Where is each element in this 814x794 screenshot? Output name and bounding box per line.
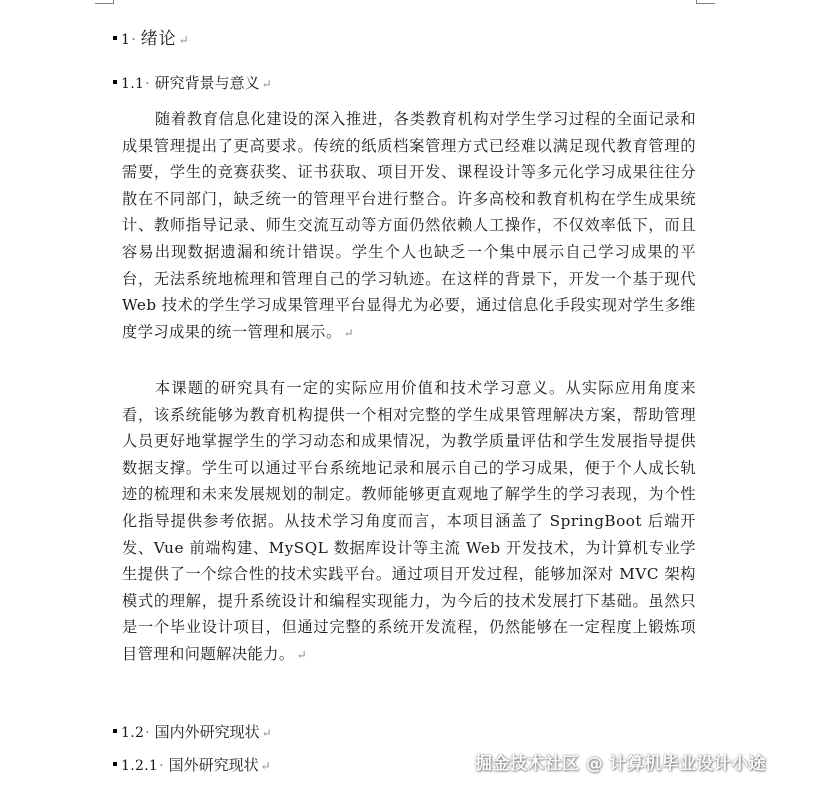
heading-1-2-1[interactable] <box>113 754 271 775</box>
body-paragraph-2[interactable] <box>122 375 696 669</box>
heading-separator: · <box>159 758 164 774</box>
crop-mark-left <box>95 3 113 4</box>
crop-mark-right-vertical <box>696 0 697 4</box>
heading-number: 1.2.1 <box>121 758 159 774</box>
crop-mark-left-vertical <box>113 0 114 4</box>
heading-title: 国外研究现状 <box>168 756 259 774</box>
body-paragraph-1[interactable] <box>122 106 696 346</box>
heading-1-1[interactable] <box>113 72 272 93</box>
heading-title: 绪论 <box>140 29 177 49</box>
heading-number: 1 <box>121 32 131 48</box>
heading-bullet <box>113 762 117 766</box>
crop-mark-right <box>697 3 715 4</box>
heading-1[interactable] <box>113 24 189 49</box>
paragraph-mark: ↵ <box>261 77 272 91</box>
heading-number: 1.2 <box>121 725 145 741</box>
heading-bullet <box>113 80 117 84</box>
watermark-text: 掘金技术社区 @ 计算机毕业设计小途 <box>475 754 767 774</box>
heading-number: 1.1 <box>121 76 145 92</box>
heading-bullet <box>113 36 117 40</box>
heading-separator: · <box>145 76 150 92</box>
paragraph-mark: ↵ <box>261 726 272 740</box>
paragraph-mark: ↵ <box>296 647 308 662</box>
heading-separator: · <box>145 725 150 741</box>
paragraph-text: 本课题的研究具有一定的实际应用价值和技术学习意义。从实际应用角度来看，该系统能够为教育机构提供一个相对完整的学生成果管理解决方案，帮助管理人员更好地掌握学生的学习动态和成果情况，为教学质量评估和学生发展指导提供数据支撑。学生可以通过平台系统地记录和展示自己的学习成果，便于个人成长轨迹的梳理和未来发展规划的制定。教师能够更直观地了解学生的学习表现，为个性化指导提供参考依据。从技术学习角度而言，本项目涵盖了 SpringBoot 后端开发、Vue 前端构建、MySQL 数据库设计等主流 Web 开发技术，为计算机专业学生提供了一个综合性的技术实践平台。通过项目开发过程，能够加深对 MVC 架构模式的理解，提升系统设计和编程实现能力，为今后的技术发展打下基础。虽然只是一个毕业设计项目，但通过完整的系统开发流程，仍然能够在一定程度上锻炼项目管理和问题解决能力。 <box>122 379 696 663</box>
heading-title: 研究背景与意义 <box>154 74 260 92</box>
paragraph-mark: ↵ <box>178 33 189 47</box>
paragraph-mark: ↵ <box>260 759 271 773</box>
paragraph-mark: ↵ <box>343 325 355 340</box>
heading-bullet <box>113 729 117 733</box>
heading-separator: · <box>131 32 136 48</box>
heading-title: 国内外研究现状 <box>154 723 260 741</box>
paragraph-text: 随着教育信息化建设的深入推进，各类教育机构对学生学习过程的全面记录和成果管理提出了更高要求。传统的纸质档案管理方式已经难以满足现代教育管理的需要，学生的竞赛获奖、证书获取、项目开发、课程设计等多元化学习成果往往分散在不同部门，缺乏统一的管理平台进行整合。许多高校和教育机构在学生成果统计、教师指导记录、师生交流互动等方面仍然依赖人工操作，不仅效率低下，而且容易出现数据遗漏和统计错误。学生个人也缺乏一个集中展示自己学习成果的平台，无法系统地梳理和管理自己的学习轨迹。在这样的背景下，开发一个基于现代 Web 技术的学生学习成果管理平台显得尤为必要，通过信息化手段实现对学生多维度学习成果的统一管理和展示。 <box>122 110 696 341</box>
heading-1-2[interactable] <box>113 721 272 742</box>
